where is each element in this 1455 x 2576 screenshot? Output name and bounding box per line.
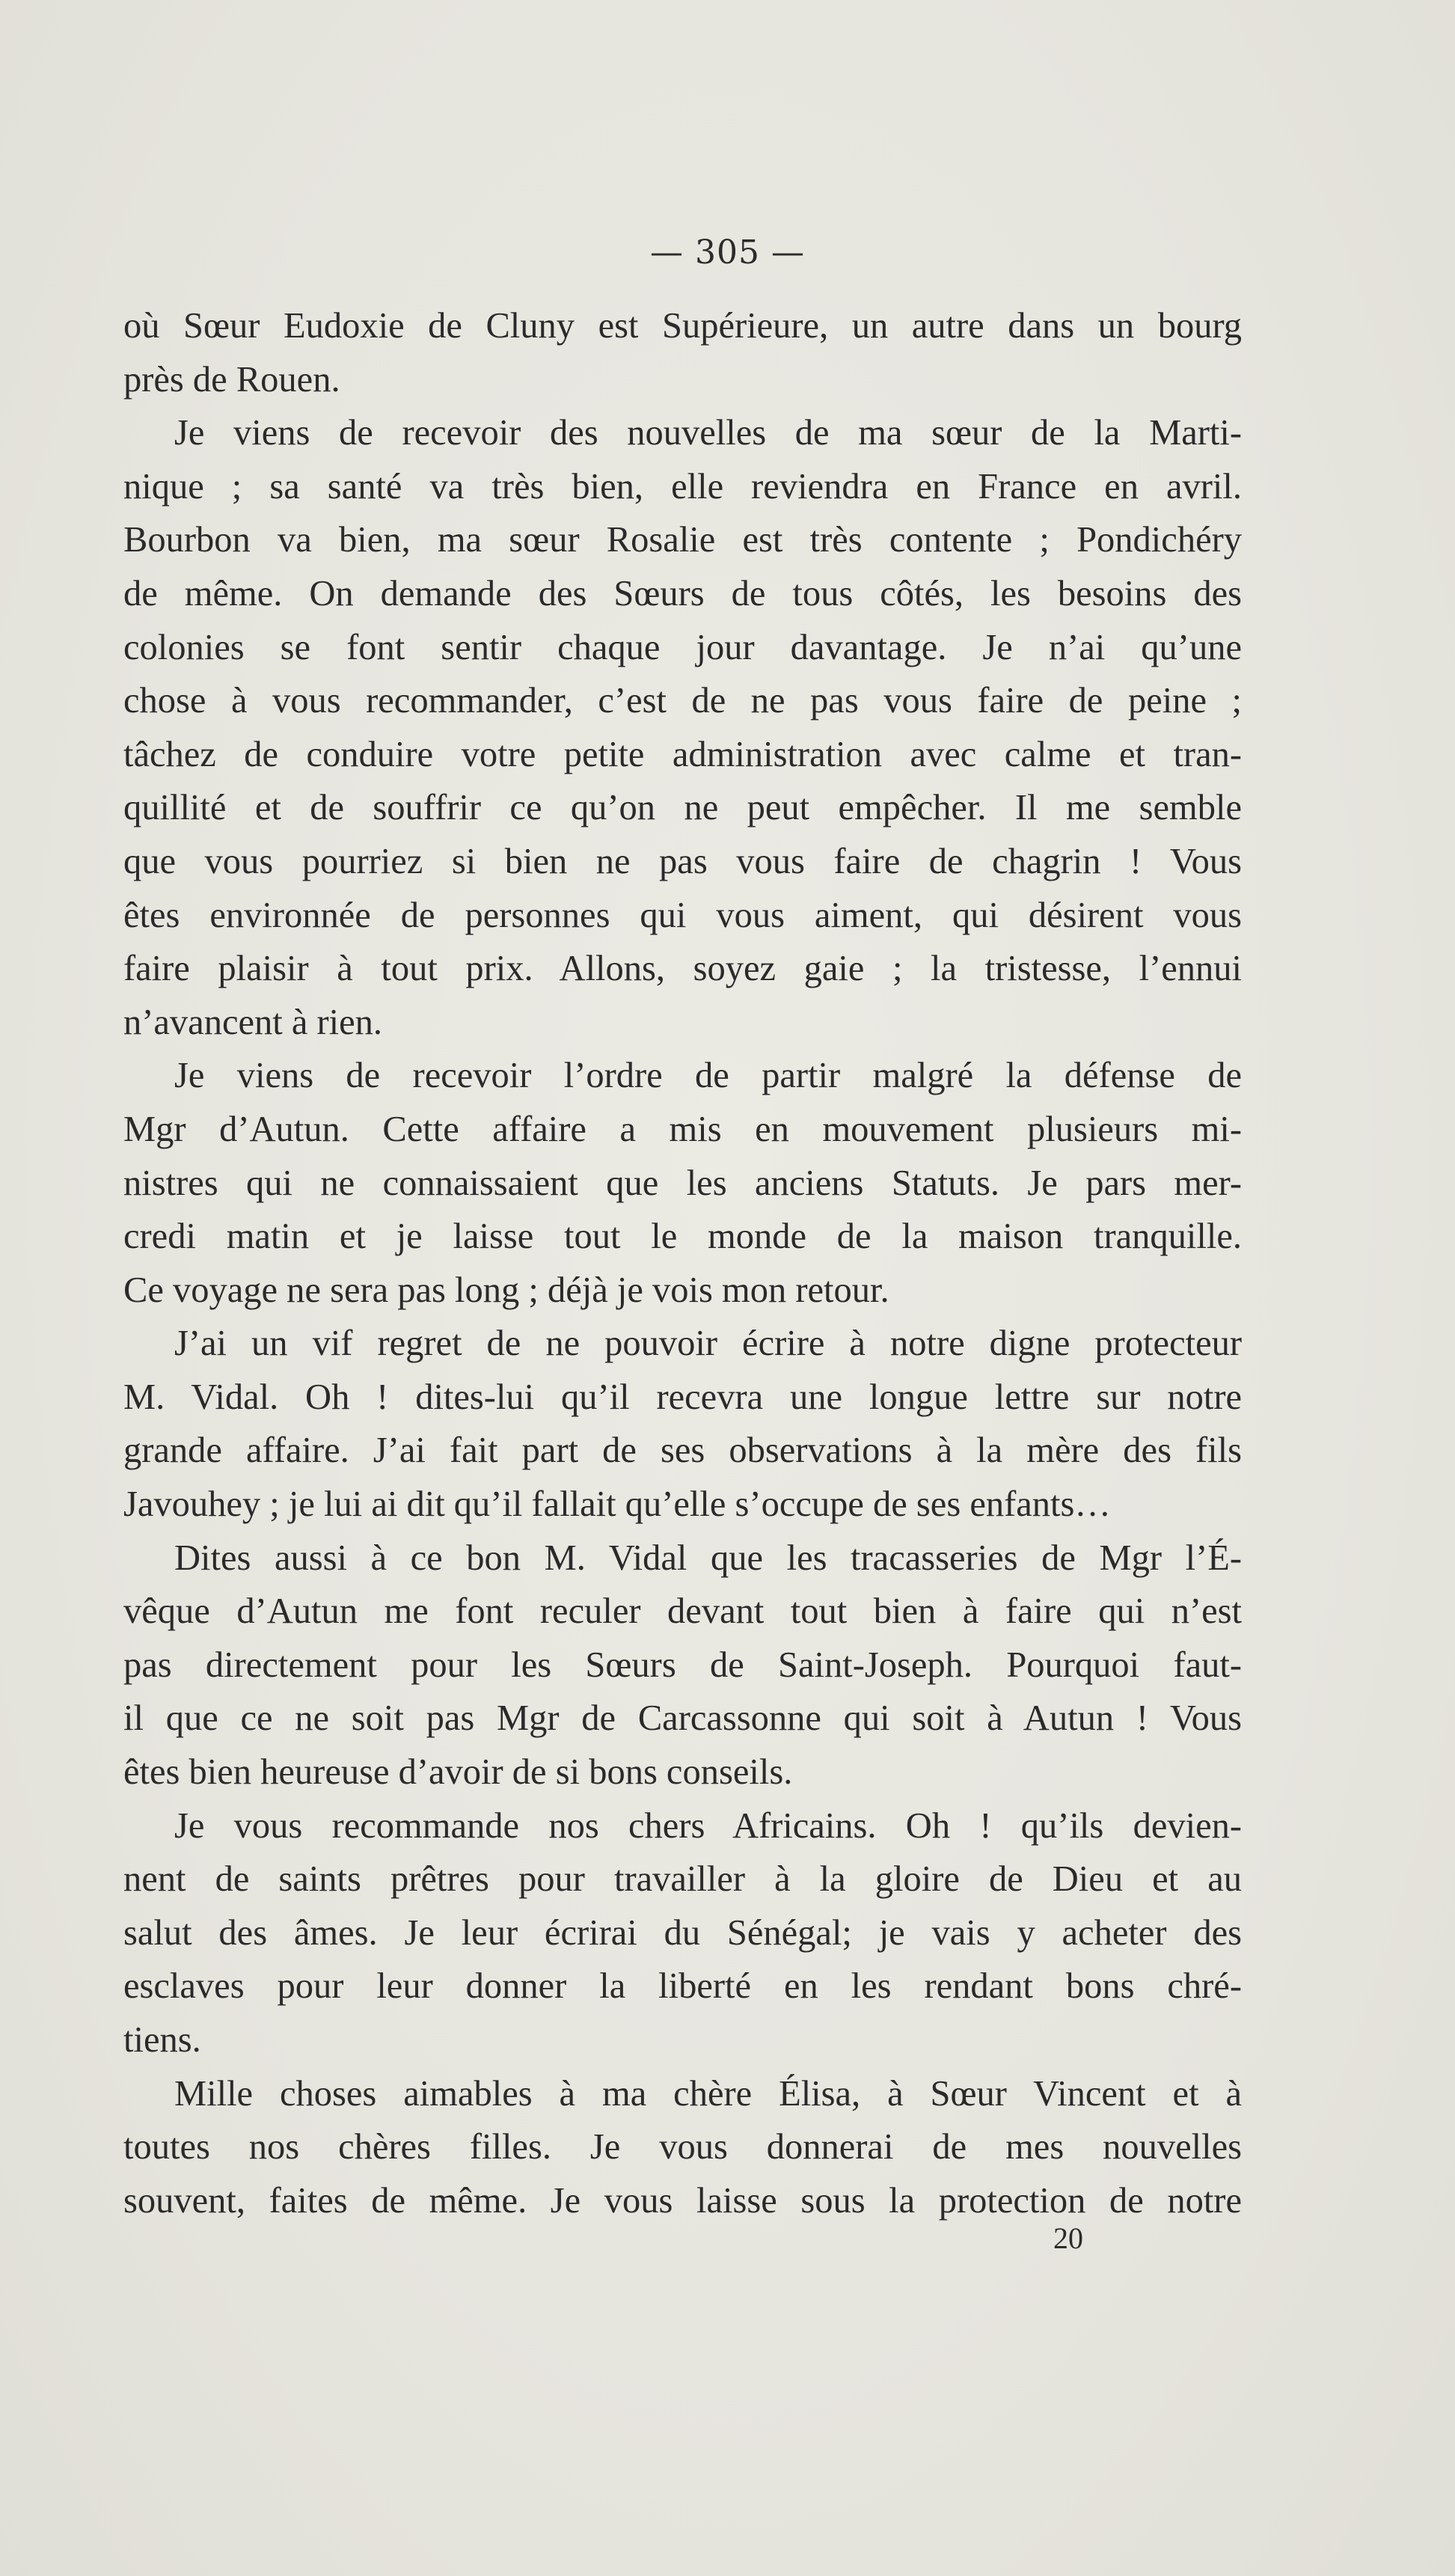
text-line: pas directement pour les Sœurs de Saint-Joseph. Pourquoi faut- xyxy=(123,1645,1242,1685)
text-line: Mgr d’Autun. Cette affaire a mis en mouvement plusieurs mi- xyxy=(123,1109,1242,1149)
text-line: êtes bien heureuse d’avoir de si bons conseils. xyxy=(123,1752,793,1793)
text-line: près de Rouen. xyxy=(123,359,340,400)
text-line: nent de saints prêtres pour travailler à la gloire de Dieu et au xyxy=(123,1859,1242,1900)
text-line: nique ; sa santé va très bien, elle reviendra en France en avril. xyxy=(123,466,1242,507)
text-line: Je viens de recevoir l’ordre de partir malgré la défense de xyxy=(174,1056,1242,1096)
text-line: quillité et de souffrir ce qu’on ne peut empêcher. Il me semble xyxy=(123,788,1242,828)
text-line: nistres qui ne connaissaient que les anciens Statuts. Je pars mer- xyxy=(123,1163,1242,1203)
text-line: où Sœur Eudoxie de Cluny est Supérieure, un autre dans un bourg xyxy=(123,306,1242,346)
text-line: chose à vous recommander, c’est de ne pas vous faire de peine ; xyxy=(123,681,1242,721)
text-line: n’avancent à rien. xyxy=(123,1002,383,1042)
text-line: toutes nos chères filles. Je vous donnerai de mes nouvelles xyxy=(123,2127,1242,2167)
text-line: M. Vidal. Oh ! dites-lui qu’il recevra une longue lettre sur notre xyxy=(123,1377,1242,1417)
text-line: tâchez de conduire votre petite administration avec calme et tran- xyxy=(123,734,1242,774)
signature-mark: 20 xyxy=(1053,2221,1083,2255)
text-line: Bourbon va bien, ma sœur Rosalie est très contente ; Pondichéry xyxy=(123,520,1242,560)
text-line: souvent, faites de même. Je vous laisse sous la protection de notre xyxy=(123,2180,1242,2221)
text-line: vêque d’Autun me font reculer devant tout bien à faire qui n’est xyxy=(123,1591,1242,1632)
text-line: faire plaisir à tout prix. Allons, soyez gaie ; la tristesse, l’ennui xyxy=(123,949,1242,989)
text-line: êtes environnée de personnes qui vous aiment, qui désirent vous xyxy=(123,895,1242,935)
text-line: Mille choses aimables à ma chère Élisa, à Sœur Vincent et à xyxy=(174,2073,1242,2114)
text-line: credi matin et je laisse tout le monde de la maison tranquille. xyxy=(123,1217,1242,1257)
text-line: Dites aussi à ce bon M. Vidal que les tracasseries de Mgr l’É- xyxy=(174,1538,1242,1578)
text-line: esclaves pour leur donner la liberté en les rendant bons chré- xyxy=(123,1966,1242,2007)
text-line: il que ce ne soit pas Mgr de Carcassonne qui soit à Autun ! Vous xyxy=(123,1698,1242,1739)
text-line: que vous pourriez si bien ne pas vous faire de chagrin ! Vous xyxy=(123,841,1242,881)
text-line: Je vous recommande nos chers Africains. Oh ! qu’ils devien- xyxy=(174,1805,1242,1846)
text-line: salut des âmes. Je leur écrirai du Sénégal; je vais y acheter des xyxy=(123,1912,1242,1953)
text-line: colonies se font sentir chaque jour davantage. Je n’ai qu’une xyxy=(123,627,1242,667)
text-line: Javouhey ; je lui ai dit qu’il fallait qu’elle s’occupe de ses enfants… xyxy=(123,1484,1111,1525)
page-number: — 305 — xyxy=(650,233,805,272)
text-line: tiens. xyxy=(123,2020,201,2060)
body-text xyxy=(123,299,1242,2227)
text-line: J’ai un vif regret de ne pouvoir écrire à notre digne protecteur xyxy=(174,1324,1242,1364)
text-line: de même. On demande des Sœurs de tous côtés, les besoins des xyxy=(123,573,1242,614)
text-line: grande affaire. J’ai fait part de ses observations à la mère des fils xyxy=(123,1431,1242,1471)
text-line: Je viens de recevoir des nouvelles de ma sœur de la Marti- xyxy=(174,413,1242,453)
text-line: Ce voyage ne sera pas long ; déjà je vois mon retour. xyxy=(123,1270,889,1310)
